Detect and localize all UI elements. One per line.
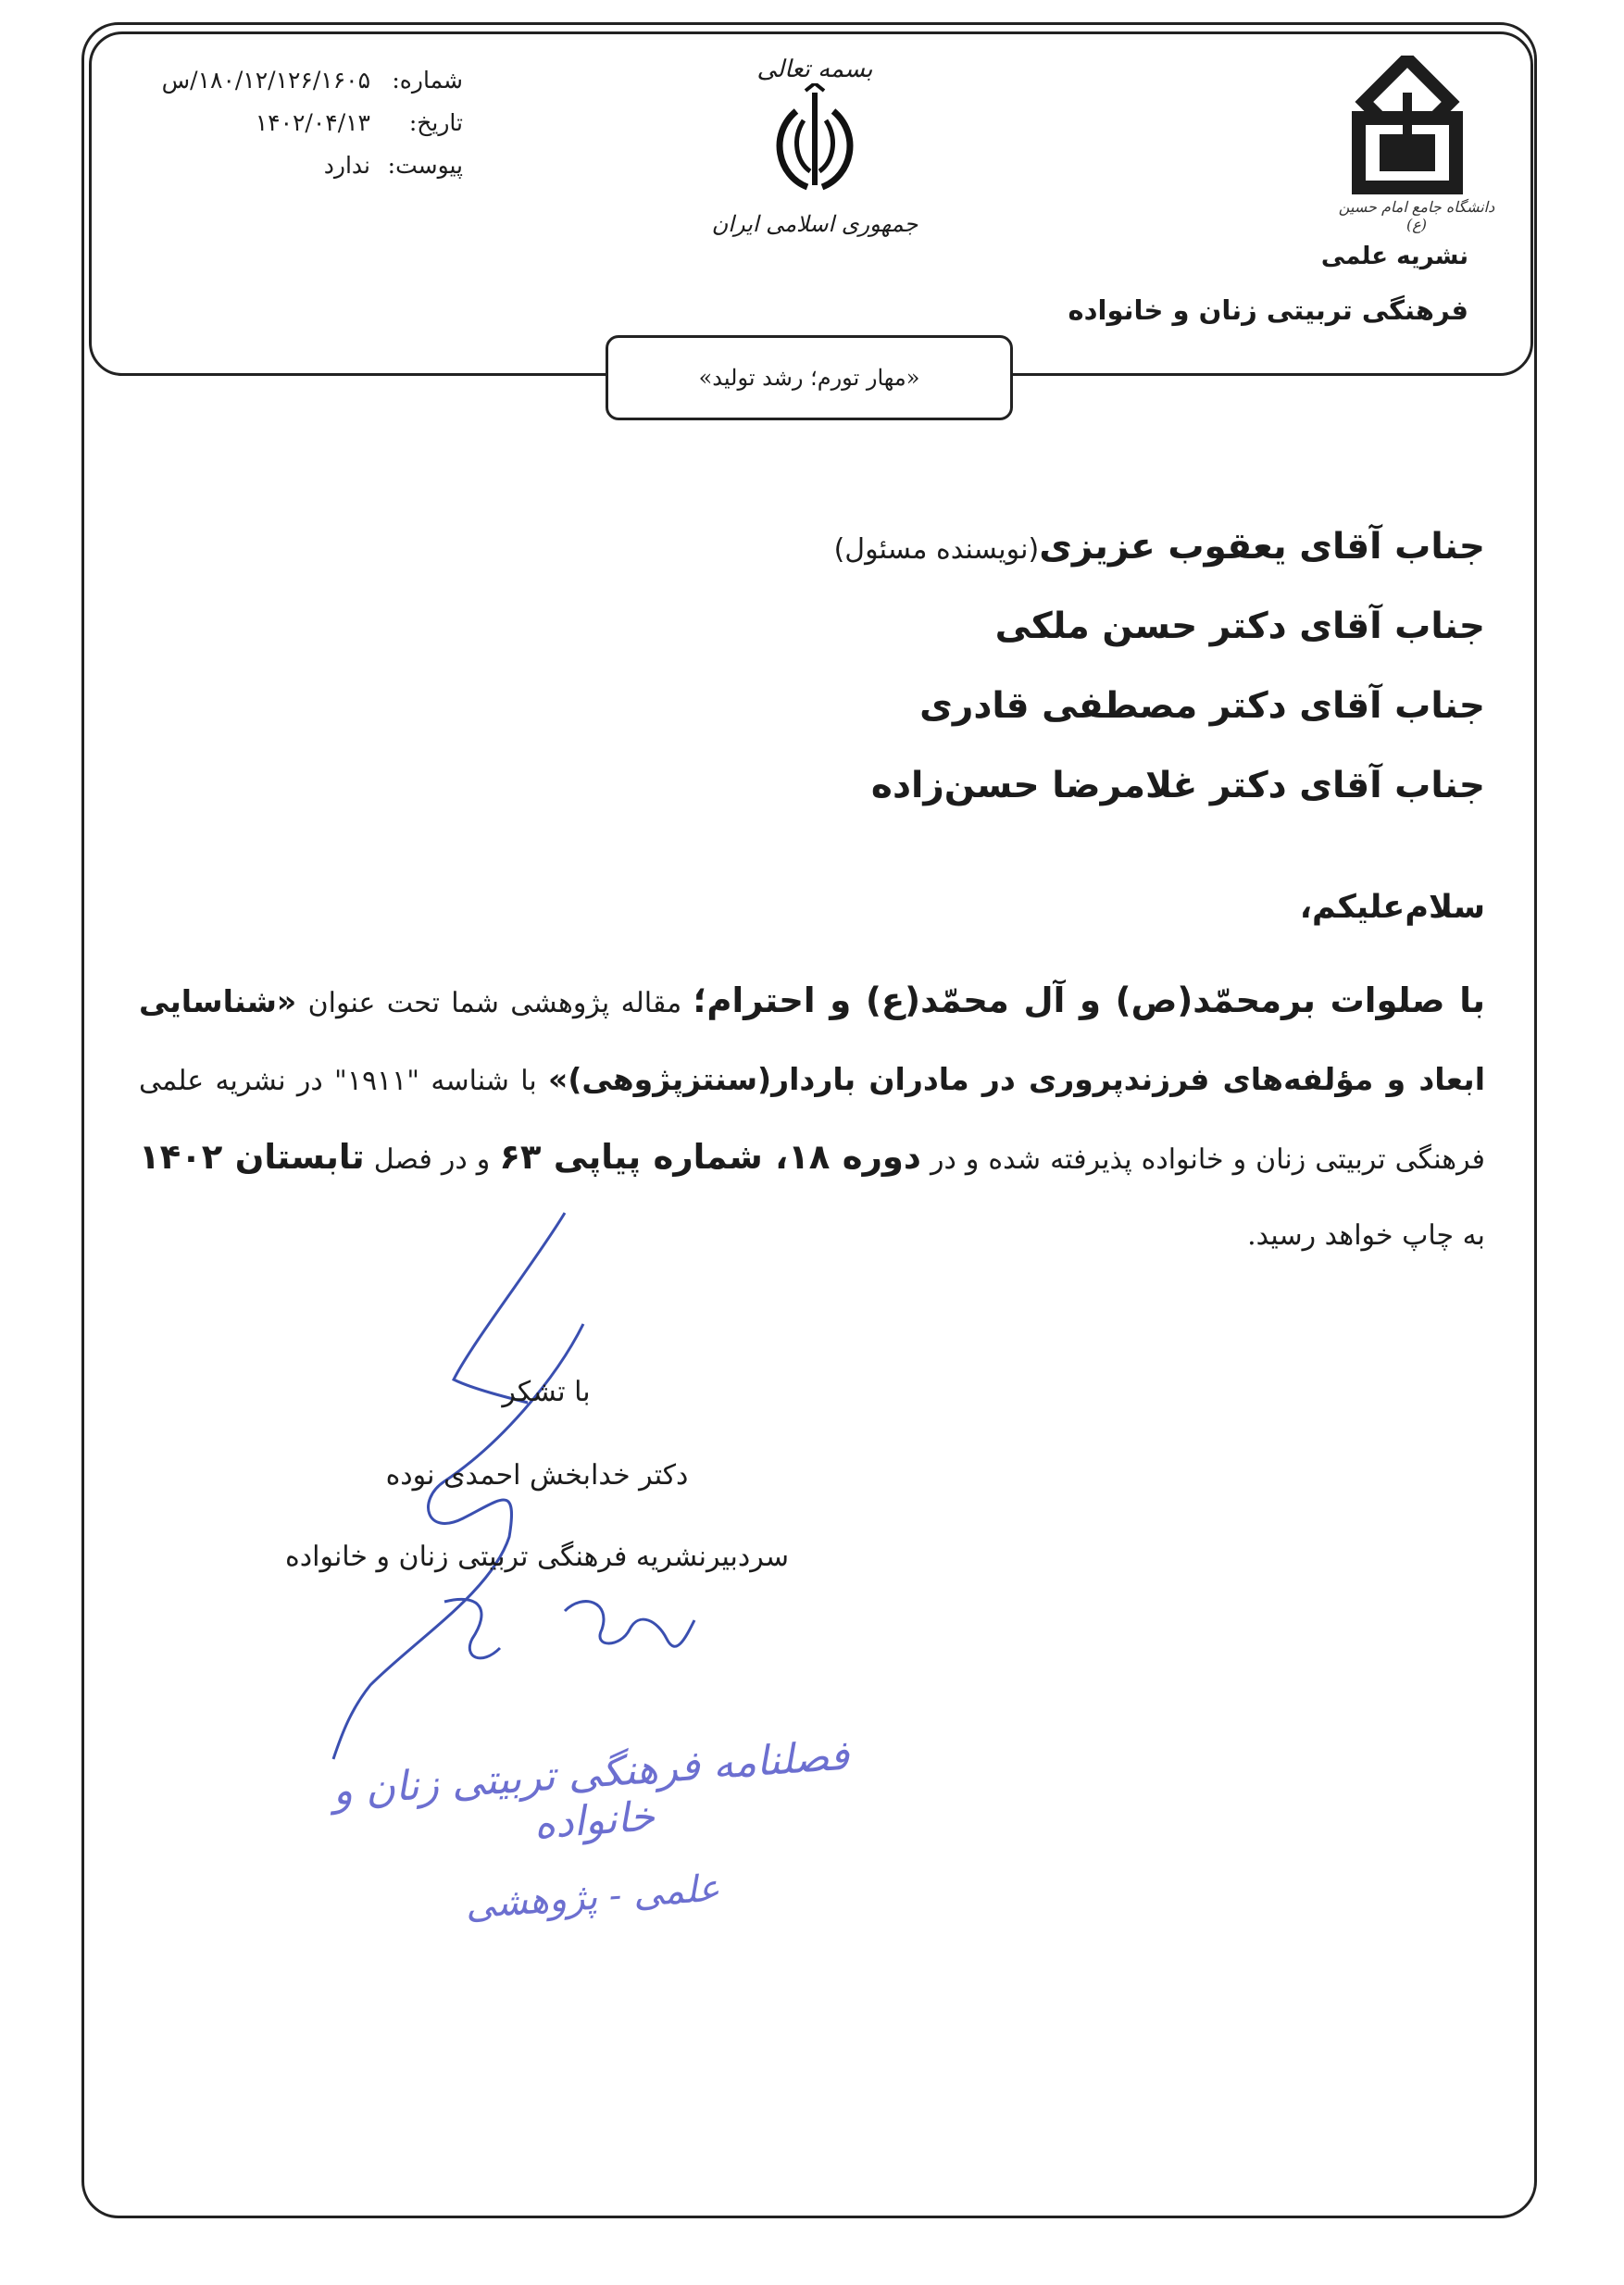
stamp-line-2: علمی - پژوهشی [464, 1867, 721, 1928]
letter-meta [120, 59, 463, 187]
volume-issue: دوره ۱۸، شماره پیاپی ۶۳ [499, 1137, 921, 1177]
publication-season: تابستان ۱۴۰۲ [139, 1137, 365, 1177]
body-text-3: در نشریه علمی فرهنگی تربیتی زنان و خانواده پذیرفته شده و در [139, 1065, 1485, 1176]
stamp-line-1: فصلنامه فرهنگی تربیتی زنان و خانواده [331, 1731, 851, 1849]
slogan-box [606, 335, 1013, 420]
recipients-list [559, 507, 1485, 826]
body-text-1: مقاله پژوهشی شما تحت عنوان [296, 987, 693, 1019]
salutation: با صلوات برمحمّد(ص) و آل محمّد(ع) و احترام؛ [693, 980, 1486, 1020]
iran-emblem-icon [759, 83, 870, 204]
country-name: جمهوری اسلامی ایران [711, 211, 918, 237]
greeting: سلام‌علیکم، [1299, 889, 1485, 926]
publication-name: فرهنگی تربیتی زنان و خانواده [1068, 294, 1468, 326]
university-name: دانشگاه جامع امام حسین (ع) [1338, 198, 1495, 233]
body-text-5: به چاپ خواهد رسید. [1247, 1219, 1485, 1252]
national-emblem-block [704, 56, 926, 296]
recipient-name: جناب آقای دکتر غلامرضا حسن‌زاده [870, 765, 1485, 806]
date-label: تاریخ: [408, 109, 463, 136]
attachment-value: ندارد [323, 152, 370, 179]
recipient-role: (نویسنده مسئول) [833, 533, 1040, 566]
journal-stamp [296, 1731, 889, 1928]
publication-type: نشریه علمی [1320, 243, 1468, 270]
slogan-text: «مهار تورم؛ رشد تولید» [698, 365, 920, 391]
signer-title: سردبیرنشریه فرهنگی تربیتی زنان و خانواده [285, 1541, 789, 1573]
date-value: ۱۴۰۲/۰۴/۱۳ [255, 109, 370, 136]
number-row [120, 59, 463, 102]
attachment-row [120, 144, 463, 187]
date-row [120, 102, 463, 144]
recipient-line [559, 667, 1485, 746]
recipient-name: جناب آقای دکتر مصطفی قادری [919, 685, 1485, 727]
attachment-label: پیوست: [387, 152, 463, 179]
recipient-line [559, 507, 1485, 587]
recipient-name: جناب آقای یعقوب عزیزی [1039, 526, 1485, 568]
body-text-4: و در فصل [364, 1143, 500, 1176]
recipient-line [559, 587, 1485, 667]
article-title: «شناسایی ابعاد و مؤلفه‌های فرزندپروری در مادران باردار(سنتزپژوهی)» [139, 983, 1486, 1097]
number-value: ۱۸۰/۱۲/۱۲۶/۱۶۰۵/س [161, 67, 370, 94]
body-text-2: با شناسه [419, 1065, 549, 1097]
number-label: شماره: [392, 67, 463, 94]
closing-thanks: با تشکر [502, 1376, 591, 1408]
recipient-line [559, 746, 1485, 826]
signer-name: دکتر خدابخش احمدی نوده [385, 1459, 689, 1492]
bismillah-text: بسمه تعالی [756, 56, 873, 83]
recipient-name: جناب آقای دکتر حسن ملکی [994, 606, 1485, 647]
article-id: "۱۹۱۱" [334, 1065, 420, 1097]
